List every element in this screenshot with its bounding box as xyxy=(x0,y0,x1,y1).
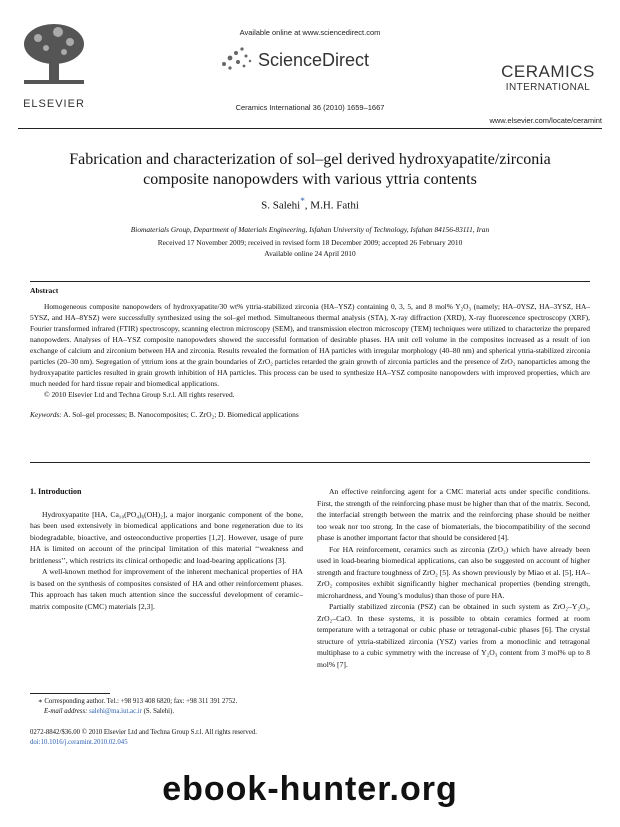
tree-logo-icon xyxy=(18,20,90,92)
article-title: Fabrication and characterization of sol–gel derived hydroxyapatite/zirconia composite nanopowders with various yttria contents xyxy=(69,151,551,188)
abstract-block xyxy=(30,286,590,419)
sciencedirect-logo xyxy=(218,44,408,76)
available-online-date: Available online 24 April 2010 xyxy=(264,249,356,258)
sciencedirect-wordmark: ScienceDirect xyxy=(258,50,370,70)
right-column xyxy=(317,486,590,670)
footer xyxy=(30,728,257,748)
author-2: M.H. Fathi xyxy=(310,199,359,212)
elsevier-logo xyxy=(18,20,90,110)
dots-logo-icon xyxy=(218,44,254,74)
abstract-copyright: © 2010 Elsevier Ltd and Techna Group S.r.l. All rights reserved. xyxy=(44,390,235,399)
issn-line: 0272-8842/$36.00 © 2010 Elsevier Ltd and Techna Group S.r.l. All rights reserved. xyxy=(30,729,257,736)
author-1: S. Salehi xyxy=(261,199,301,212)
header-rule xyxy=(18,128,602,129)
intro-paragraph-1: Hydroxyapatite [HA, Ca₁₀(PO₄)₆(OH)₂], a major inorganic component of the bone, has been used extensively in biomedical applications and bone regeneration due to its biodegradable, bioactive, and osteoconductive properties [1,2]. However, usage of pure HA is limited on account of the principal limitation of this material ‘‘weakness and brittleness’’, which restricts its clinical orthopedic and load-bearing applications [3]. xyxy=(30,509,303,565)
left-column xyxy=(30,486,303,612)
footnote: ∗ Corresponding author. Tel.: +98 913 408 6820; fax: +98 311 391 2752. E-mail address: salehi@ma.iut.ac.ir (S. Salehi). xyxy=(30,697,310,717)
author-line: S. Salehi*, M.H. Fathi xyxy=(261,196,359,212)
keywords: Keywords: A. Sol–gel processes; B. Nanocomposites; C. ZrO₂; D. Biomedical applications xyxy=(30,410,299,419)
available-online: Available online at www.sciencedirect.com xyxy=(239,28,381,37)
email-link[interactable]: salehi@ma.iut.ac.ir xyxy=(89,708,142,715)
journal-reference: Ceramics International 36 (2010) 1659–1667 xyxy=(235,103,385,112)
ceramics-international-logo: CERAMICS INTERNATIONAL xyxy=(501,62,595,93)
abstract-text: Homogeneous composite nanopowders of hydroxyapatite/30 wt% yttria-stabilized zirconia (HA–YSZ) containing 0, 3, 5, and 8 mol% Y₂O₃ (namely; HA–0YSZ, HA–3YSZ, HA–5YSZ, and HA–8YSZ) were successfully synthesized using the sol–gel method. Simultaneous thermal analysis (STA), X-ray diffraction (XRD), X-ray fluorescence spectroscopy (XRF), Fourier transformed infrared (FTIR) spectroscopy, scanning electron microscopy (SEM), and transmission electron microscopy (TEM) techniques were utilized to characterize the prepared nanopowders. Analyses of HA–YSZ composite nanopowders showed the successful formation of desirable phases. HA unit cell volume in the composites increased as a result of ion exchange of calcium and zirconium between HA and zirconia. Results revealed the formation of HA particles with irregular morphology (40–80 nm) and spherical yttria-stabilized zirconia particles (20–30 nm). Segregation of yttrium ions at the grain boundaries of ZrO₂ particles retarded the grain growth of zirconia particles and the presence of ZrO₂ nanoparticles among the hydroxyapatite particles resulted in grain growth inhibition of HA particles. This process can be used to synthesize HA–YSZ composite nanopowders with improved properties, which are much needed for hard tissue repair and biomedical applications. xyxy=(30,302,590,388)
right-paragraph-2: For HA reinforcement, ceramics such as zirconia (ZrO₂) which have already been used in load-bearing biomedical applications, can also be suggested on account of higher strength and fracture toughness of ZrO₂ [5]. As shown previously by Miao et al. [5], HA–ZrO₂ composites exhibit significantly higher mechanical properties (bending strength, microhardness, and Young’s modulus) than those of pure HA. xyxy=(317,544,590,600)
journal-url[interactable]: www.elsevier.com/locate/ceramint xyxy=(489,116,602,125)
affiliation: Biomaterials Group, Department of Materials Engineering, Isfahan University of Technology, Isfahan 84156-83111, Iran xyxy=(130,225,490,234)
abstract-bottom-rule xyxy=(30,462,590,463)
abstract-heading: Abstract xyxy=(30,286,59,295)
right-paragraph-1: An effective reinforcing agent for a CMC material acts under specific conditions. First, the strength of the reinforcing phase must be higher than that of the matrix. Second, the interfacial strength between the matrix and the reinforcing phase should be neither too weak nor too strong. In the case of biomaterials, the biocompatibility of the second phase is another important factor that should be considered [4]. xyxy=(317,487,590,542)
doi-link[interactable]: doi:10.1016/j.ceramint.2010.02.045 xyxy=(30,739,128,746)
corresponding-author-note: ∗ Corresponding author. Tel.: +98 913 408 6820; fax: +98 311 391 2752. xyxy=(38,698,238,705)
right-paragraph-3: Partially stabilized zirconia (PSZ) can be obtained in such system as ZrO₂–Y₂O₃, ZrO₂–CaO. In these systems, it is possible to obtain ceramics formed at room temperature with a tetragonal or cubic phase or tetragonal-cubic phases [6]. The crystal structure of yttria-stabilized zirconia (YSZ) varies from a monoclinic and tetragonal multiphase to a cubic symmetry with the increase of Y₂O₃ content from 3 mol% up to 8 mol% [7]. xyxy=(317,602,590,669)
abstract-top-rule xyxy=(30,281,590,282)
watermark: ebook-hunter.org xyxy=(162,770,458,808)
corresponding-mark[interactable]: * xyxy=(300,196,305,206)
intro-paragraph-2: A well-known method for improvement of the inherent mechanical properties of HA is based on the synthesis of composites consisted of HA and other reinforcement phases. This approach has taken much attention since the successful development of ceramic–matrix composite (CMC) materials [2,3]. xyxy=(30,567,303,611)
received-dates: Received 17 November 2009; received in revised form 18 December 2009; accepted 26 February 2010 xyxy=(157,238,463,247)
footnote-rule xyxy=(30,693,110,694)
publisher-name: ELSEVIER xyxy=(23,98,85,110)
section-heading-introduction: 1. Introduction xyxy=(30,487,82,496)
